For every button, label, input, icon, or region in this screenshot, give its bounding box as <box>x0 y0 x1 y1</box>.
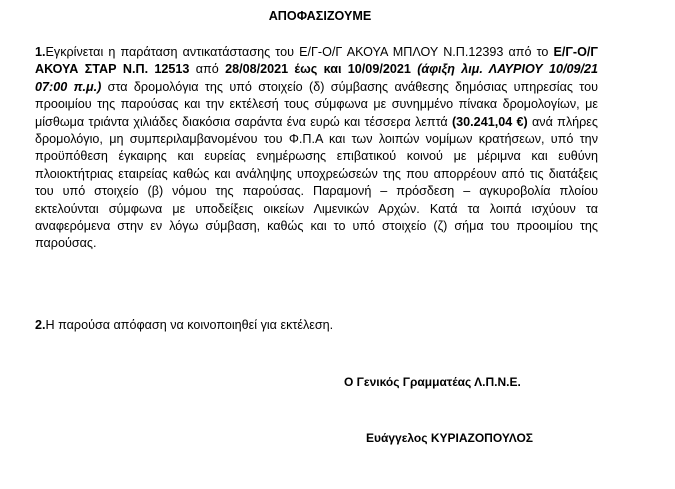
paragraph-2 <box>35 317 598 334</box>
signatory-title: Ο Γενικός Γραμματέας Λ.Π.Ν.Ε. <box>344 375 521 389</box>
paragraph-2-number: 2. <box>35 318 46 332</box>
date-range: 28/08/2021 έως και 10/09/2021 <box>225 62 411 77</box>
signatory-name: Ευάγγελος ΚΥΡΙΑΖΟΠΟΥΛΟΣ <box>366 431 533 445</box>
paragraph-1-text-e: ανά πλήρες δρομολόγιο, μη συμπεριλαμβανομένου του Φ.Π.Α και των λοιπών νομίμων κρατήσεων, υπό την προϋπόθεση έγκαιρης και ευρείας ενημέρωσης επιβατικού κοινού με μέριμνα και ευθύνη πλοιοκτήτριας εταιρείας καθώς και ανάληψης υποχρεώσεών της που απορρέουν από τις διατάξεις του υπό στοιχείο (β) νόμου της παρούσας. Παραμονή – πρόσδεση – αγκυροβολία πλοίου εκτελούνται σύμφωνα με υποδείξεις οικείων Λιμενικών Αρχών. Κατά τα λοιπά ισχύουν τα αναφερόμενα στην εν λόγω σύμβαση, καθώς και το υπό στοιχείο (ζ) σήμα του προοιμίου της παρούσας. <box>35 114 598 251</box>
paragraph-2-text: Η παρούσα απόφαση να κοινοποιηθεί για εκτέλεση. <box>45 318 334 332</box>
ship-name: Ε/Γ-Ο/Γ ΑΚΟΥΑ ΣΤΑΡ Ν.Π. 12513 <box>35 45 598 77</box>
paragraph-1-text-a: Εγκρίνεται η παράταση αντικατάστασης του Ε/Γ-Ο/Γ ΑΚΟΥΑ ΜΠΛΟΥ Ν.Π.12393 από το <box>45 45 554 59</box>
paragraph-1-text-b: από <box>189 62 226 77</box>
paragraph-1-text-d: στα δρομολόγια της υπό στοιχείο (δ) σύμβασης ανάθεσης δημόσιας υπηρεσίας του προοιμίου της παρούσας και την εκτέλεσή τους σύμφωνα με συνημμένο πίνακα δρομολογίων, με μίσθωμα τριάντα χιλιάδες διακόσια σαράντα ένα ευρώ και τέσσερα λεπτά <box>35 79 598 129</box>
document-heading: ΑΠΟΦΑΣΙΖΟΥΜΕ <box>268 9 372 23</box>
arrival-note: (άφιξη λιμ. ΛΑΥΡΙΟΥ 10/09/21 07:00 π.μ.) <box>35 62 598 94</box>
paragraph-1-number: 1. <box>35 45 46 59</box>
amount: (30.241,04 €) <box>451 114 528 129</box>
paragraph-1 <box>35 44 598 253</box>
